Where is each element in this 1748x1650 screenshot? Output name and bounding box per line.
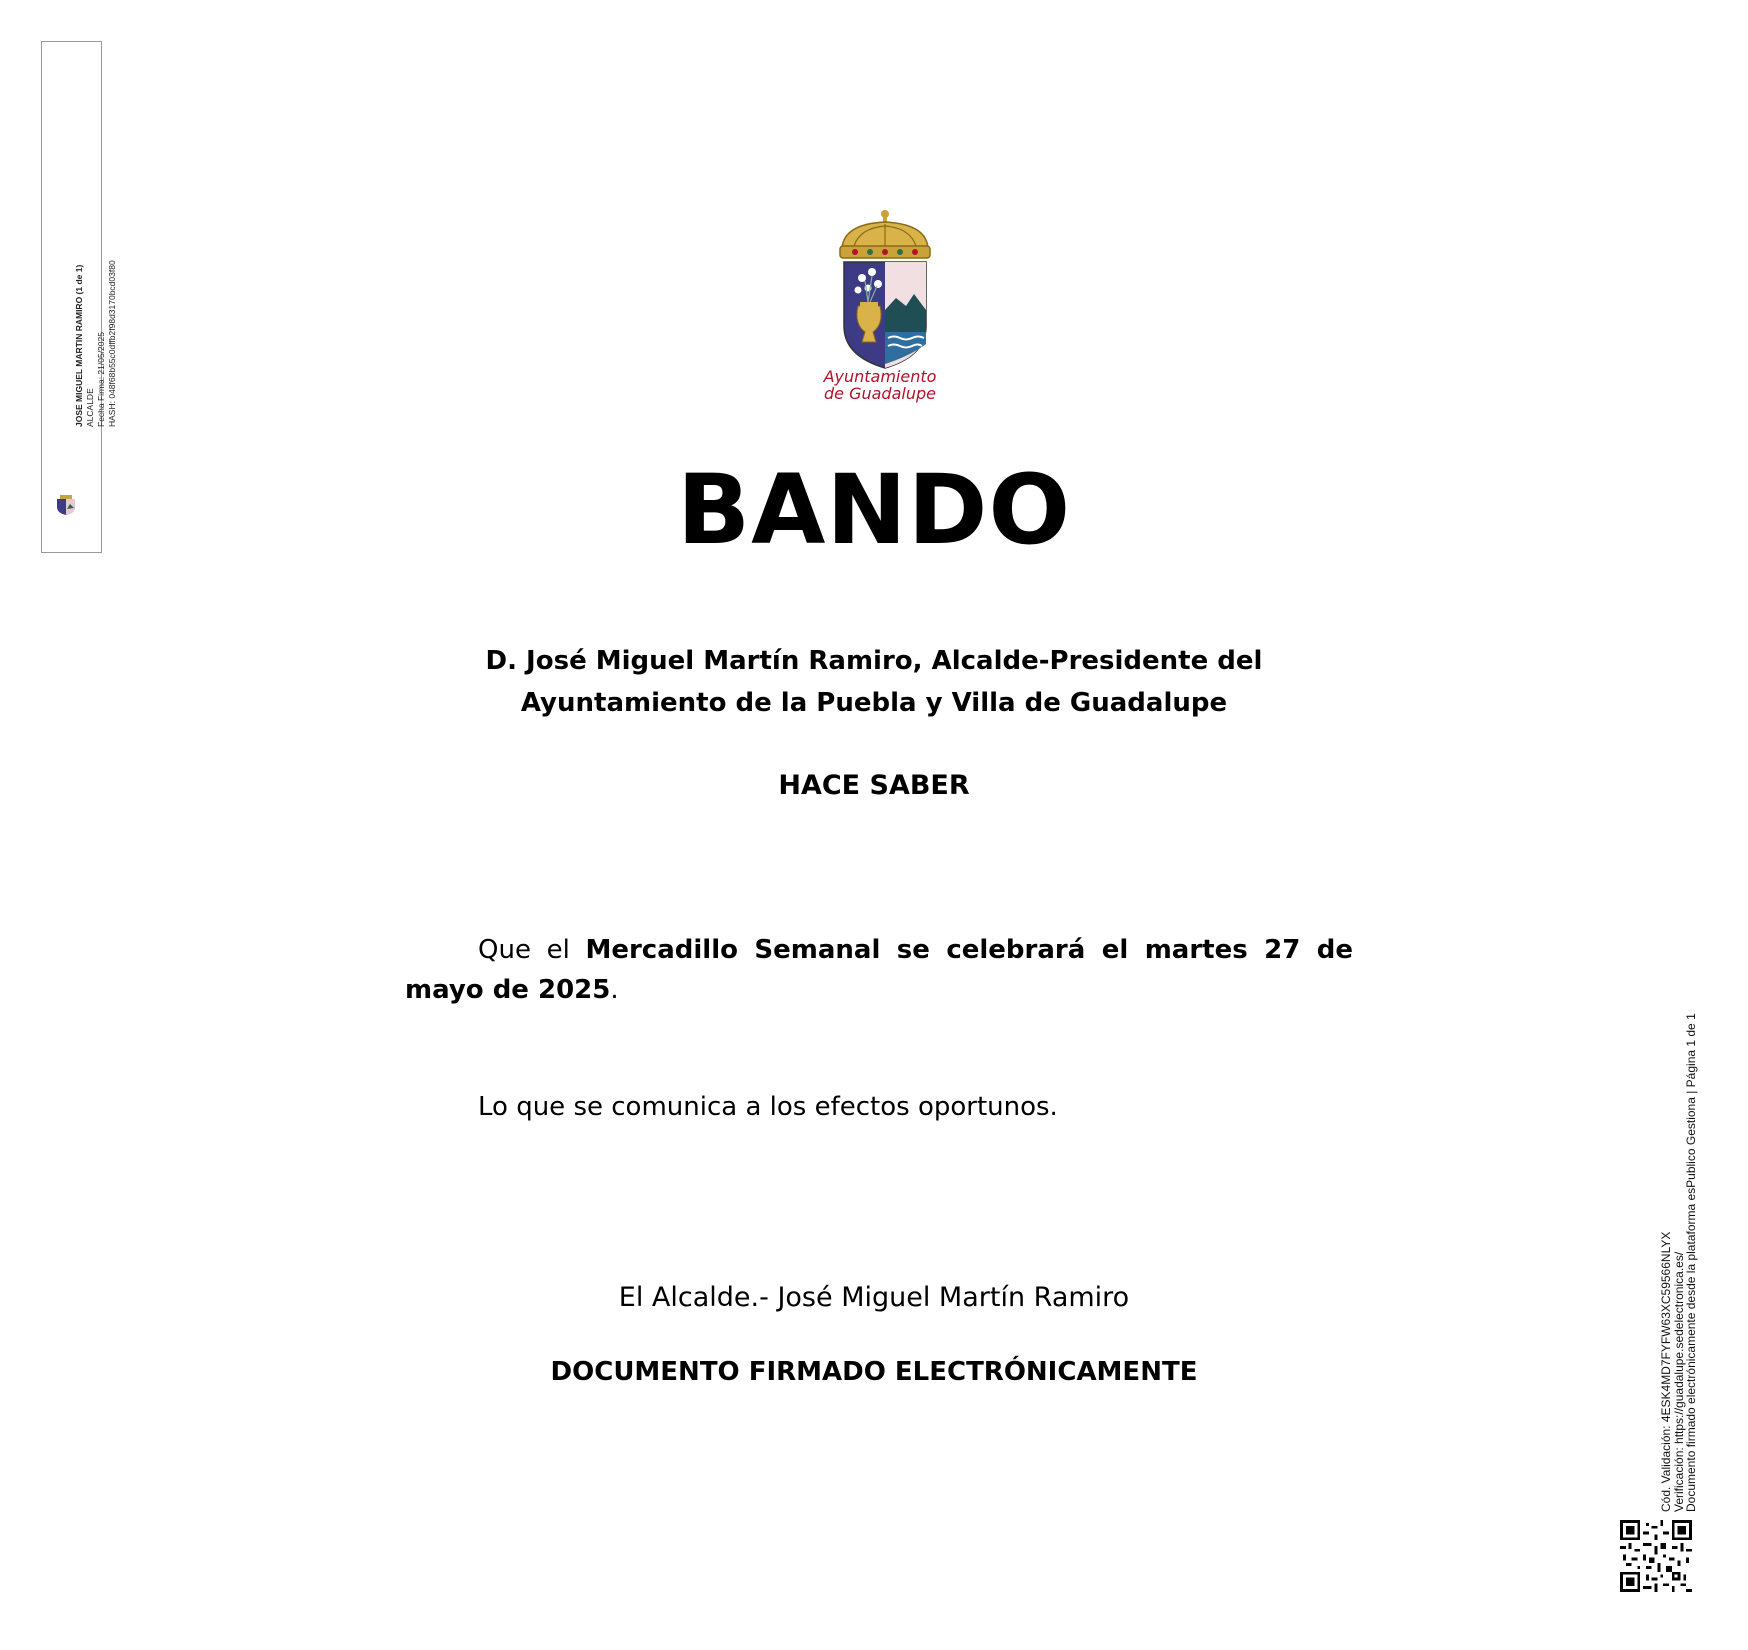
- announcement-prefix: Que el: [478, 935, 586, 965]
- signature-date: Fecha Firma: 21/05/2025: [96, 332, 106, 427]
- announcement-paragraph: [405, 930, 1353, 1010]
- signer-name: JOSE MIGUEL MARTIN RAMIRO (1 de 1): [74, 264, 84, 427]
- issuer-line1: D. José Miguel Martín Ramiro, Alcalde-Presidente del: [485, 646, 1263, 676]
- validation-code: Cód. Validación: 4ESK4MD7FYFW63XC59566NLYX: [1659, 1231, 1673, 1512]
- announcement-bold: Mercadillo Semanal se celebrará el martes 27 de mayo de 2025: [405, 935, 1353, 1005]
- page-title: BANDO: [676, 454, 1072, 566]
- crest-caption: [790, 368, 970, 402]
- closing-paragraph: Lo que se comunica a los efectos oportunos.: [478, 1092, 1058, 1122]
- hace-saber-heading: HACE SABER: [778, 770, 970, 801]
- platform-note: Documento firmado electrónicamente desde la plataforma esPublico Gestiona | Página 1 de 1: [1684, 1013, 1698, 1512]
- issuer-statement: [0, 640, 1748, 724]
- crest-caption-line1: Ayuntamiento: [823, 367, 937, 386]
- crown-icon: [840, 210, 930, 258]
- qr-code-icon[interactable]: [1620, 1520, 1692, 1592]
- signature-hash: HASH: 048f68b55c0dffb2f98d3170bcd03f80: [107, 260, 117, 427]
- crest-caption-line2: de Guadalupe: [824, 384, 936, 403]
- signed-notice: DOCUMENTO FIRMADO ELECTRÓNICAMENTE: [550, 1357, 1198, 1387]
- signer-role: ALCALDE: [85, 388, 95, 427]
- issuer-line2: Ayuntamiento de la Puebla y Villa de Guadalupe: [520, 688, 1228, 718]
- signature-stamp-text: [74, 260, 118, 427]
- mayor-signature: El Alcalde.- José Miguel Martín Ramiro: [618, 1282, 1130, 1313]
- announcement-suffix: .: [610, 975, 619, 1005]
- verification-url[interactable]: Verificación: https://guadalupe.sedelectronica.es/: [1671, 1251, 1686, 1512]
- verification-strip: [1660, 1013, 1698, 1512]
